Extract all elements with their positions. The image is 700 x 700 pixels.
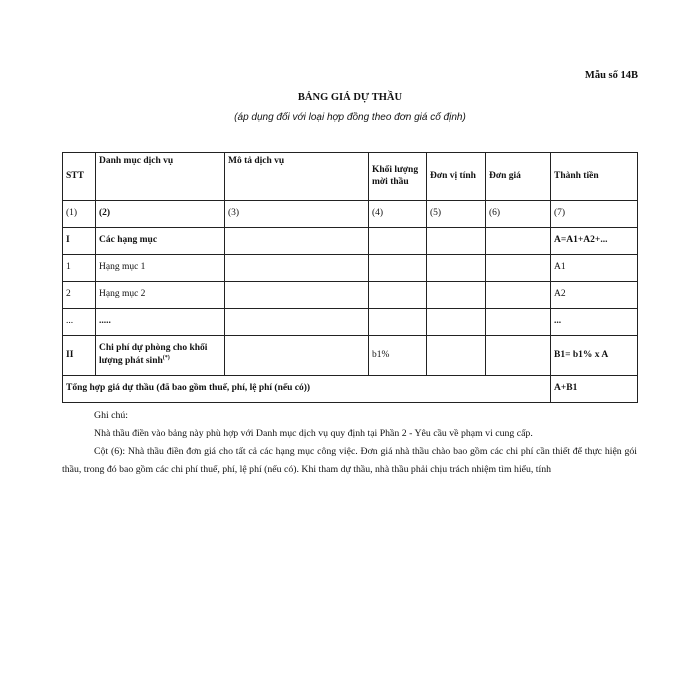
total-row xyxy=(63,376,638,403)
row-stt: 1 xyxy=(63,255,96,282)
table-header-row xyxy=(63,153,638,201)
row-amount: A1 xyxy=(551,255,638,282)
row-name-text: Chi phí dự phòng cho khối lượng phát sinh xyxy=(99,343,208,367)
header-quantity: Khối lượng mời thầu xyxy=(369,153,427,201)
row-quantity xyxy=(369,282,427,309)
notes-section xyxy=(62,407,637,479)
row-quantity: b1% xyxy=(369,336,427,376)
header-amount: Thành tiền xyxy=(551,153,638,201)
row-quantity xyxy=(369,228,427,255)
row-unit-price xyxy=(486,255,551,282)
col-number: (1) xyxy=(63,201,96,228)
table-row xyxy=(63,336,638,376)
col-number: (6) xyxy=(486,201,551,228)
row-unit-price xyxy=(486,282,551,309)
col-number: (4) xyxy=(369,201,427,228)
table-row xyxy=(63,282,638,309)
note-line: Cột (6): Nhà thầu điền đơn giá cho tất cả các hạng mục công việc. Đơn giá nhà thầu chào bao gồm các chi phí cần thiết để thực hiện gói thầu, trong đó bao gồm các chi phí thuế, phí, lệ phí (nếu có). Khi tham dự thầu, nhà thầu phải chịu trách nhiệm tìm hiểu, tính xyxy=(62,446,637,475)
row-stt: II xyxy=(63,336,96,376)
page-title: BẢNG GIÁ DỰ THẦU xyxy=(297,92,403,103)
header-unit: Đơn vị tính xyxy=(427,153,486,201)
notes-heading: Ghi chú: xyxy=(94,410,129,421)
page-subtitle: (áp dụng đối với loại hợp đồng theo đơn giá cố định) xyxy=(234,112,466,123)
table-row xyxy=(63,309,638,336)
row-name: Hạng mục 2 xyxy=(96,282,225,309)
col-number: (5) xyxy=(427,201,486,228)
row-stt: 2 xyxy=(63,282,96,309)
row-unit xyxy=(427,336,486,376)
row-unit-price xyxy=(486,336,551,376)
row-stt: ... xyxy=(63,309,96,336)
row-description xyxy=(225,309,369,336)
row-name: Các hạng mục xyxy=(96,228,225,255)
row-unit-price xyxy=(486,309,551,336)
row-amount: A=A1+A2+... xyxy=(551,228,638,255)
header-category: Danh mục dịch vụ xyxy=(96,153,225,201)
col-number: (7) xyxy=(551,201,638,228)
col-number: (3) xyxy=(225,201,369,228)
row-name xyxy=(96,336,225,376)
row-amount: ... xyxy=(551,309,638,336)
bid-price-table xyxy=(62,152,638,403)
row-amount: B1= b1% x A xyxy=(551,336,638,376)
header-unit-price: Đơn giá xyxy=(486,153,551,201)
table-row xyxy=(63,255,638,282)
total-label: Tổng hợp giá dự thầu (đã bao gồm thuế, phí, lệ phí (nếu có)) xyxy=(63,376,551,403)
row-unit xyxy=(427,255,486,282)
column-number-row xyxy=(63,201,638,228)
row-description xyxy=(225,282,369,309)
row-unit xyxy=(427,309,486,336)
row-description xyxy=(225,255,369,282)
col-number: (2) xyxy=(96,201,225,228)
row-unit-price xyxy=(486,228,551,255)
note-line: Nhà thầu điền vào bảng này phù hợp với Danh mục dịch vụ quy định tại Phần 2 - Yêu cầu về phạm vi cung cấp. xyxy=(94,428,533,439)
total-value: A+B1 xyxy=(551,376,638,403)
row-unit xyxy=(427,228,486,255)
row-stt: I xyxy=(63,228,96,255)
header-stt: STT xyxy=(63,153,96,201)
row-amount: A2 xyxy=(551,282,638,309)
form-number: Mẫu số 14B xyxy=(584,70,638,81)
header-description: Mô tả dịch vụ xyxy=(225,153,369,201)
row-quantity xyxy=(369,309,427,336)
row-name: Hạng mục 1 xyxy=(96,255,225,282)
row-name: ..... xyxy=(96,309,225,336)
footnote-marker: (*) xyxy=(162,354,170,361)
table-row xyxy=(63,228,638,255)
row-description xyxy=(225,228,369,255)
row-quantity xyxy=(369,255,427,282)
row-description xyxy=(225,336,369,376)
row-unit xyxy=(427,282,486,309)
